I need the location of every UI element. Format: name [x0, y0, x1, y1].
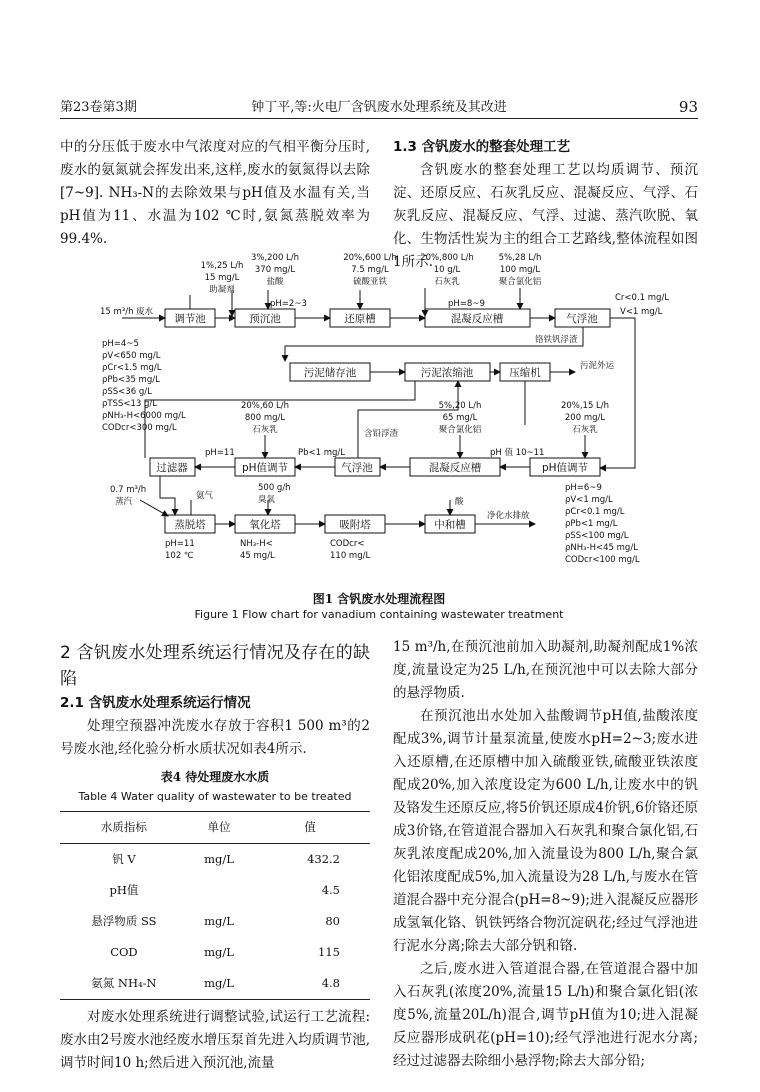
- box-ph-adjust-1: pH值调节: [241, 462, 289, 474]
- figure-caption-cn: 图1 含钒废水处理流程图: [312, 592, 446, 606]
- lime-milk-label-1: [420, 253, 474, 287]
- box-flotation-tank-2: 气浮池: [341, 462, 373, 474]
- paragraph: 之后,废水进入管道混合器,在管道混合器中加入石灰乳(浓度20%,流量15 L/h)和聚合氯化铝(浓度5%,流量20L/h)混合,调节pH值为10;进入混凝反应器形成矾花(pH=10);经气浮池进行泥水分离;经过过滤器去除细小悬浮物;除去大部分铅;: [393, 961, 698, 1069]
- svg-text:ρNH₃-H<45 mg/L: ρNH₃-H<45 mg/L: [565, 543, 638, 553]
- left-column: [60, 640, 370, 1075]
- page-header: [60, 98, 698, 119]
- table-caption-en: Table 4 Water quality of wastewater to be treated: [78, 790, 352, 803]
- section-2-heading: 2 含钒废水处理系统运行情况及存在的缺陷: [60, 643, 370, 689]
- svg-text:盐酸: 盐酸: [266, 277, 284, 287]
- col-value: 值: [304, 820, 316, 834]
- col-unit: 单位: [207, 820, 231, 834]
- box-pre-settling-tank: 预沉池: [249, 313, 281, 325]
- svg-text:石灰乳: 石灰乳: [434, 277, 460, 287]
- svg-text:聚合氯化铝: 聚合氯化铝: [438, 425, 482, 435]
- right-column: [393, 636, 698, 1073]
- label-outlet-v: V<1 mg/L: [620, 307, 663, 317]
- svg-text:ρSS<100 mg/L: ρSS<100 mg/L: [565, 531, 629, 541]
- acid-label: [251, 253, 299, 287]
- svg-text:pH=4~5: pH=4~5: [102, 339, 139, 349]
- label-oxid-nh3: NH₃-H<: [240, 539, 273, 549]
- paragraph: 对废水处理系统进行调整试验,试运行工艺流程:废水由2号废水池经废水增压泵首先进入均质调节池,调节时间10 h;然后进入预沉池,流量: [60, 1009, 370, 1071]
- label-sludge-out: 污泥外运: [580, 361, 615, 371]
- water-quality-table: [60, 811, 370, 1000]
- svg-text:ρPb<35 mg/L: ρPb<35 mg/L: [102, 375, 160, 385]
- label-inflow: 15 m³/h 废水: [100, 307, 154, 317]
- label-ph-8-9: pH=8~9: [448, 299, 485, 309]
- mid-quality: [565, 483, 640, 565]
- svg-text:20%,15 L/h: 20%,15 L/h: [560, 401, 610, 411]
- influent-quality: [102, 339, 186, 433]
- table-row: 氨氮 NH₄-N mg/L 4.8: [60, 968, 370, 1000]
- box-ph-adjust-2: pH值调节: [541, 462, 589, 474]
- box-sludge-storage: 污泥储存池: [303, 367, 357, 379]
- svg-text:7.5 mg/L: 7.5 mg/L: [351, 265, 389, 275]
- box-adsorption-tower: 吸附塔: [339, 519, 371, 531]
- label-steam-flow: 0.7 m³/h: [110, 485, 147, 495]
- paragraph: 在预沉池出水处加入盐酸调节pH值,盐酸浓度配成3%,调节计量泵流量,使废水pH=2~3;废水进入还原槽,在还原槽中加入硫酸亚铁,硫酸亚铁浓度配成20%,加入浓度设定为600 L/h,让废水中的钒及铬发生还原反应,将5价钒还原成4价钒,6价铬还原成3价铬,在管道混合器加入石灰乳和聚合氯化铝,石灰乳浓度配成20%,加入流量设为800 L/h,聚合氯化铝浓度配成5%,加入流量设为28 L/h,与废水在管道混合器中充分混合(pH=8~9);进入混凝反应器形成氢氧化铬、钒铁钙络合物沉淀矾花;经过气浮池进行泥水分离;除去大部分钒和铬.: [393, 708, 698, 954]
- svg-text:15 mg/L: 15 mg/L: [204, 273, 240, 283]
- pac-label-2: [439, 401, 482, 435]
- label-stripper-temp: 102 ℃: [165, 551, 194, 561]
- label-ph-10-11: pH 值 10~11: [490, 448, 545, 458]
- ferrous-sulfate-label: [343, 253, 397, 287]
- box-oxidation-tower: 氧化塔: [249, 519, 281, 531]
- svg-text:5%,20 L/h: 5%,20 L/h: [438, 401, 482, 411]
- lime-milk-label-2: [241, 401, 289, 435]
- svg-text:200 mg/L: 200 mg/L: [564, 413, 606, 423]
- top-left-text: [60, 136, 370, 251]
- svg-text:ρPb<1 mg/L: ρPb<1 mg/L: [565, 519, 618, 529]
- label-oxid-value: 45 mg/L: [240, 551, 275, 561]
- svg-text:助凝剂: 助凝剂: [209, 285, 235, 295]
- label-lead-scum: 含铅浮渣: [364, 429, 399, 439]
- col-indicator: 水质指标: [100, 820, 147, 834]
- svg-text:聚合氯化铝: 聚合氯化铝: [498, 277, 542, 287]
- label-ph-2-3: pH=2~3: [270, 299, 307, 309]
- label-stripper-ph: pH=11: [165, 539, 195, 549]
- paragraph: 含钒废水的整套处理工艺以均质调节、预沉淀、还原反应、石灰乳反应、混凝反应、气浮、石灰乳反应、混凝反应、气浮、过滤、蒸汽吹脱、氧化、生物活性炭为主的组合工艺路线,整体流程如图1所示.: [393, 162, 698, 270]
- box-neutralization-tank: 中和槽: [434, 519, 466, 531]
- figure-caption-en: Figure 1 Flow chart for vanadium containing wastewater treatment: [194, 608, 564, 621]
- svg-text:20%,800 L/h: 20%,800 L/h: [420, 253, 474, 263]
- box-coagulation-tank-2: 混凝反应槽: [428, 462, 482, 474]
- svg-text:800 mg/L: 800 mg/L: [244, 413, 286, 423]
- svg-text:10 g/L: 10 g/L: [433, 265, 461, 275]
- table-header-row: [60, 812, 370, 844]
- svg-text:ρSS<36 g/L: ρSS<36 g/L: [102, 387, 152, 397]
- svg-text:ρCr<0.1 mg/L: ρCr<0.1 mg/L: [565, 507, 625, 517]
- box-stripping-tower: 蒸脱塔: [174, 519, 206, 531]
- label-cod-value: 110 mg/L: [330, 551, 371, 561]
- page-number: 93: [678, 98, 698, 116]
- section-2-1-heading: 2.1 含钒废水处理系统运行情况: [60, 695, 251, 711]
- svg-text:20%,60 L/h: 20%,60 L/h: [240, 401, 290, 411]
- table-row: 钒 V mg/L 432.2: [112, 852, 340, 866]
- svg-text:ρCr<1.5 mg/L: ρCr<1.5 mg/L: [102, 363, 162, 373]
- box-reduction-tank: 还原槽: [344, 313, 376, 325]
- svg-text:CODcr<100 mg/L: CODcr<100 mg/L: [565, 555, 640, 565]
- coagulant-aid-label: [201, 261, 244, 295]
- box-equalization-tank: 调节池: [174, 313, 206, 325]
- paragraph: 处理空预器冲洗废水存放于容积1 500 m³的2号废水池,经化验分析水质状况如表4所示.: [60, 718, 370, 757]
- svg-text:CODcr<300 mg/L: CODcr<300 mg/L: [102, 423, 177, 433]
- paragraph: 15 m³/h,在预沉池前加入助凝剂,助凝剂配成1%浓度,流量设定为25 L/h,在预沉池中可以去除大部分的悬浮物质.: [393, 639, 698, 701]
- svg-text:20%,600 L/h: 20%,600 L/h: [343, 253, 397, 263]
- svg-text:ρNH₃-H<6000 mg/L: ρNH₃-H<6000 mg/L: [102, 411, 186, 421]
- svg-text:65 mg/L: 65 mg/L: [442, 413, 478, 423]
- box-coagulation-tank-1: 混凝反应槽: [450, 313, 504, 325]
- svg-text:ρTSS<13 g/L: ρTSS<13 g/L: [102, 399, 158, 409]
- running-title: 钟丁平,等:火电厂含钒废水处理系统及其改进: [251, 100, 507, 115]
- section-heading: 1.3 含钒废水的整套处理工艺: [393, 139, 571, 155]
- label-steam: 蒸汽: [115, 497, 133, 507]
- label-discharge: 净化水排放: [487, 511, 530, 521]
- svg-text:3%,200 L/h: 3%,200 L/h: [250, 253, 300, 263]
- svg-text:硫酸亚铁: 硫酸亚铁: [352, 277, 388, 287]
- svg-text:石灰乳: 石灰乳: [572, 425, 598, 435]
- label-pb: Pb<1 mg/L: [298, 448, 346, 458]
- label-ozone: 臭氧: [258, 495, 276, 505]
- table-row: pH值 4.5: [109, 883, 340, 897]
- label-outlet-cr: Cr<0.1 mg/L: [615, 293, 670, 303]
- svg-text:100 mg/L: 100 mg/L: [499, 265, 541, 275]
- table-row: 悬浮物质 SS mg/L 80: [91, 914, 340, 928]
- flow-chart: [0, 250, 760, 590]
- label-scum-1: 铬铁钒浮渣: [535, 335, 578, 345]
- label-ammonia: 氨气: [196, 491, 214, 501]
- svg-text:ρV<1 mg/L: ρV<1 mg/L: [565, 495, 613, 505]
- svg-text:ρV<650 mg/L: ρV<650 mg/L: [102, 351, 161, 361]
- label-acid-2: 酸: [455, 497, 464, 507]
- paragraph: 中的分压低于废水中气浓度对应的气相平衡分压时,废水的氨氮就会挥发出来,这样,废水的氨氮得以去除[7~9]. NH₃-N的去除效果与pH值及水温有关,当pH值为11、水温为102 ℃时,氨氮蒸脱效率为99.4%.: [60, 139, 370, 247]
- pac-label-1: [499, 253, 542, 287]
- svg-text:5%,28 L/h: 5%,28 L/h: [498, 253, 542, 263]
- svg-text:石灰乳: 石灰乳: [252, 425, 278, 435]
- box-sludge-thickener: 污泥浓缩池: [420, 367, 474, 379]
- table-row: COD mg/L 115: [110, 945, 340, 959]
- svg-text:370 mg/L: 370 mg/L: [254, 265, 296, 275]
- label-cod: CODcr<: [330, 539, 365, 549]
- journal-issue: 第23卷第3期: [60, 100, 137, 115]
- table-caption-cn: 表4 待处理废水水质: [160, 770, 270, 784]
- label-ph-11: pH=11: [205, 448, 235, 458]
- box-filter: 过滤器: [156, 462, 188, 474]
- svg-text:pH=6~9: pH=6~9: [565, 483, 602, 493]
- box-flotation-tank-1: 气浮池: [566, 313, 598, 325]
- box-compressor: 压缩机: [509, 367, 541, 379]
- lime-milk-label-3: [561, 401, 609, 435]
- svg-text:1%,25 L/h: 1%,25 L/h: [200, 261, 244, 271]
- label-ozone-rate: 500 g/h: [258, 483, 291, 493]
